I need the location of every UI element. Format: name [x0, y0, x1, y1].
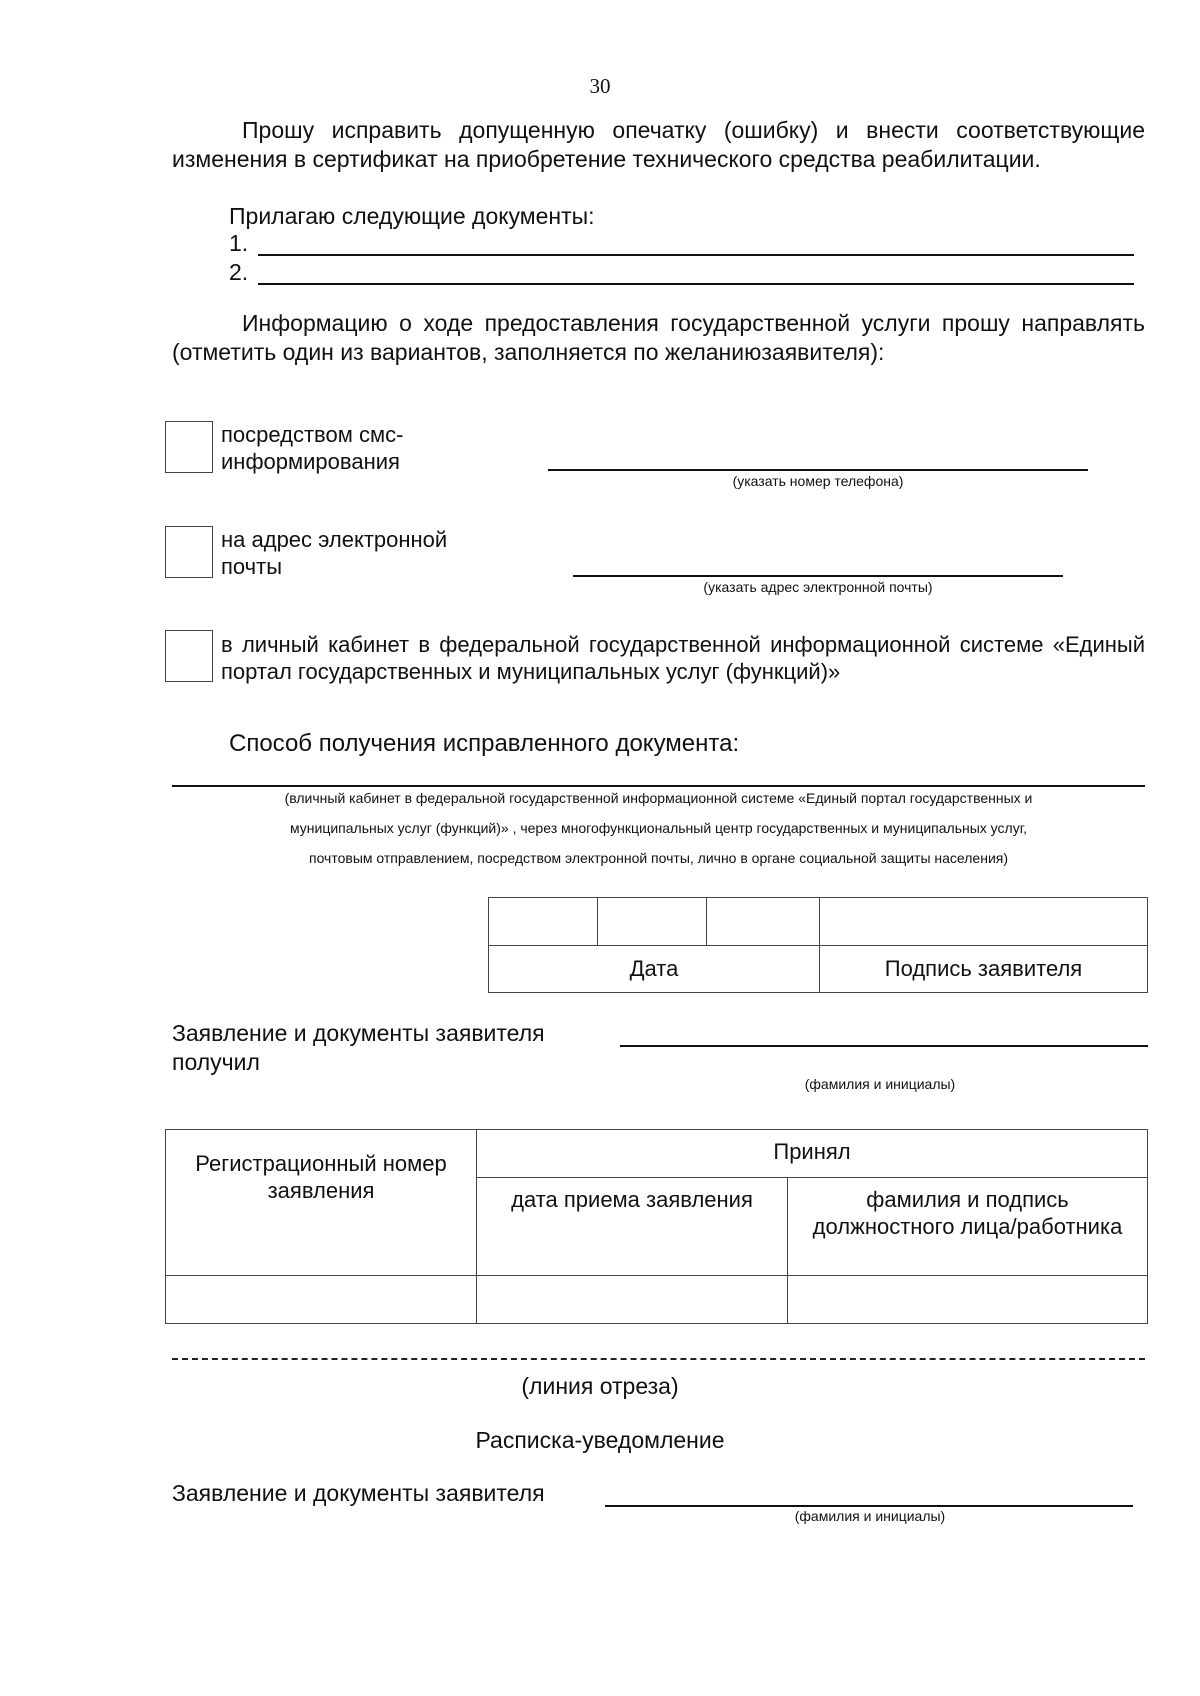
received-line1: Заявление и документы заявителя [172, 1020, 545, 1046]
phone-field-hint: (указать номер телефона) [732, 473, 904, 489]
date-cell-day[interactable] [489, 898, 598, 946]
receipt-line-text: Заявление и документы заявителя [172, 1480, 545, 1506]
method-hint-line3: почтовым отправлением, посредством электронной почты, лично в органе социальной защиты населения) [308, 850, 1009, 866]
received-by-field[interactable] [620, 1045, 1148, 1047]
date-header: дата приема заявления [477, 1178, 788, 1276]
sms-option-line1: посредством смс- [221, 422, 404, 447]
request-paragraph [172, 116, 1145, 174]
attachment-field-1[interactable] [258, 254, 1134, 256]
receipt-name-field[interactable] [605, 1505, 1133, 1507]
email-field-hint: (указать адрес электронной почты) [703, 579, 933, 595]
official-signature-cell[interactable] [788, 1276, 1148, 1324]
request-paragraph-text: Прошу исправить допущенную опечатку (ошибку) и внести соответствующие изменения в сертификат на приобретение технического средства реабилитации. [172, 117, 1145, 172]
method-hint-line2: муниципальных услуг (функций)» , через многофункциональный центр государственных и муниципальных услуг, [290, 820, 1027, 836]
received-hint: (фамилия и инициалы) [804, 1076, 956, 1092]
portal-checkbox[interactable] [165, 630, 213, 682]
page-number: 30 [589, 74, 611, 98]
portal-option-label: в личный кабинет в федеральной государственной информационной системе «Единый портал государственных и муниципальных услуг (функций)» [221, 632, 1145, 684]
date-signature-table [488, 897, 1148, 993]
attachment-number-2: 2. [229, 259, 249, 285]
signature-label: Подпись заявителя [820, 946, 1148, 993]
method-hint [172, 783, 1145, 873]
attachment-number-1: 1. [229, 230, 249, 256]
email-option-line1: на адрес электронной [221, 527, 448, 552]
registration-table [165, 1129, 1148, 1324]
cut-line-label: (линия отреза) [521, 1373, 679, 1399]
signature-cell[interactable] [820, 898, 1148, 946]
attachments-intro: Прилагаю следующие документы: [229, 203, 595, 229]
email-option-line2: почты [221, 554, 283, 579]
reg-number-cell[interactable] [166, 1276, 477, 1324]
info-paragraph-text: Информацию о ходе предоставления государственной услуги прошу направлять (отметить один из вариантов, заполняется по желаниюзаявителя): [172, 310, 1145, 365]
phone-field[interactable] [548, 469, 1088, 471]
method-title: Способ получения исправленного документа: [229, 730, 740, 757]
email-field[interactable] [573, 575, 1063, 577]
received-line2: получил [172, 1049, 260, 1075]
sms-option-line2: информирования [221, 449, 400, 474]
sms-checkbox[interactable] [165, 421, 213, 473]
date-received-cell[interactable] [477, 1276, 788, 1324]
reg-number-header: Регистрационный номер заявления [166, 1130, 477, 1276]
date-label: Дата [489, 946, 820, 993]
attachment-field-2[interactable] [258, 283, 1134, 285]
accepted-header: Принял [477, 1130, 1148, 1178]
date-cell-month[interactable] [598, 898, 707, 946]
cut-line-dashes [172, 1358, 1145, 1360]
date-cell-year[interactable] [707, 898, 820, 946]
method-hint-line1: (вличный кабинет в федеральной государственной информационной системе «Единый портал государственных и [284, 790, 1033, 806]
info-paragraph [172, 309, 1145, 367]
official-header: фамилия и подпись должностного лица/работника [788, 1178, 1148, 1276]
sms-option-label [221, 421, 403, 475]
email-option-label [221, 526, 447, 580]
receipt-title: Расписка-уведомление [475, 1427, 725, 1453]
email-checkbox[interactable] [165, 526, 213, 578]
receipt-line-hint: (фамилия и инициалы) [794, 1508, 946, 1524]
